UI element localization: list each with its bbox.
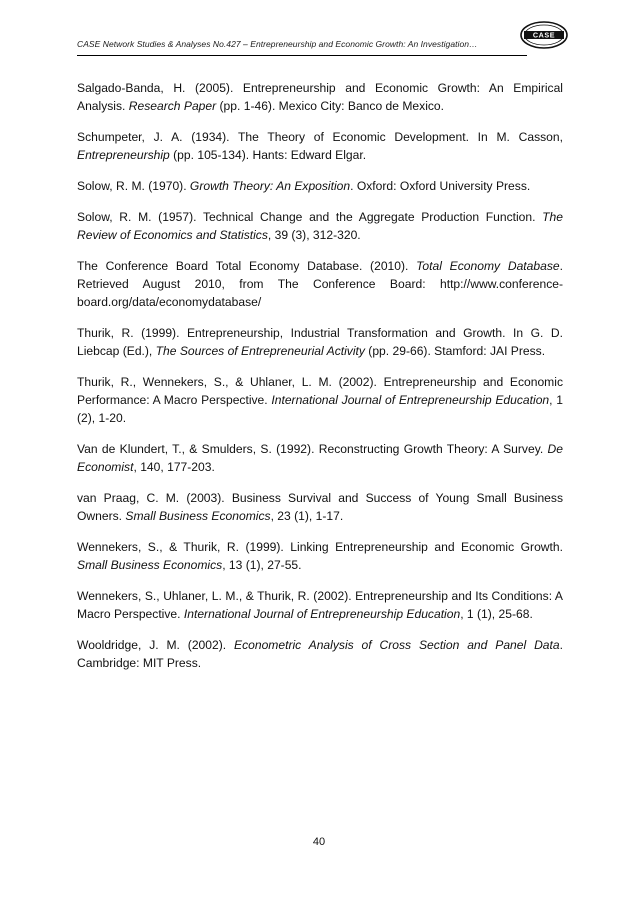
reference-entry xyxy=(77,128,563,164)
reference-text: , 140, 177-203. xyxy=(133,460,215,474)
reference-entry xyxy=(77,208,563,244)
reference-text: (pp. 29-66). Stamford: JAI Press. xyxy=(364,344,546,358)
reference-text: Solow, R. M. (1970). xyxy=(77,179,190,193)
reference-text: , 1 (2), 1-20. xyxy=(77,393,563,425)
reference-italic-text: Econometric Analysis of Cross Section and Panel Data xyxy=(234,638,560,652)
reference-text: Wooldridge, J. M. (2002). xyxy=(77,638,234,652)
reference-text: Salgado-Banda, H. (2005). Entrepreneurship and Economic Growth: An Empirical Analysis. xyxy=(77,81,563,113)
reference-italic-text: The Sources of Entrepreneurial Activity xyxy=(155,344,365,358)
reference-italic-text: The Review of Economics and Statistics xyxy=(77,210,563,242)
reference-text: . Cambridge: MIT Press. xyxy=(77,638,563,670)
logo-text: CASE xyxy=(532,30,556,40)
running-header xyxy=(77,37,532,55)
reference-text: . Oxford: Oxford University Press. xyxy=(350,179,531,193)
reference-entry xyxy=(77,538,563,574)
header-rule xyxy=(77,55,527,56)
reference-text: . Retrieved August 2010, from The Conference Board: http://www.conference-board.org/data/economydatabase/ xyxy=(77,259,563,309)
reference-text: Thurik, R. (1999). Entrepreneurship, Industrial Transformation and Growth. In G. D. Liebcap (Ed.), xyxy=(77,326,563,358)
reference-list xyxy=(77,79,563,685)
reference-italic-text: International Journal of Entrepreneurship Education xyxy=(271,393,550,407)
reference-text: (pp. 105-134). Hants: Edward Elgar. xyxy=(169,148,367,162)
reference-text: , 23 (1), 1-17. xyxy=(270,509,344,523)
reference-text: Thurik, R., Wennekers, S., & Uhlaner, L. M. (2002). Entrepreneurship and Economic Performance: A Macro Perspective. xyxy=(77,375,563,407)
reference-entry xyxy=(77,257,563,311)
reference-text: Solow, R. M. (1957). Technical Change and the Aggregate Production Function. xyxy=(77,210,543,224)
reference-italic-text: De Economist xyxy=(77,442,563,474)
reference-text: , 13 (1), 27-55. xyxy=(222,558,302,572)
reference-text: Schumpeter, J. A. (1934). The Theory of Economic Development. In M. Casson, xyxy=(77,130,563,144)
reference-entry xyxy=(77,79,563,115)
reference-entry xyxy=(77,489,563,525)
reference-text: (pp. 1-46). Mexico City: Banco de Mexico. xyxy=(216,99,445,113)
reference-italic-text: International Journal of Entrepreneurship Education xyxy=(183,607,461,621)
reference-text: Van de Klundert, T., & Smulders, S. (1992). Reconstructing Growth Theory: A Survey. xyxy=(77,442,548,456)
reference-entry xyxy=(77,373,563,427)
reference-italic-text: Growth Theory: An Exposition xyxy=(189,179,351,193)
reference-italic-text: Total Economy Database xyxy=(416,259,560,273)
reference-entry xyxy=(77,636,563,672)
reference-text: van Praag, C. M. (2003). Business Survival and Success of Young Small Business Owners. xyxy=(77,491,563,523)
reference-text: Wennekers, S., & Thurik, R. (1999). Linking Entrepreneurship and Economic Growth. xyxy=(77,540,563,554)
page-number: 40 xyxy=(312,836,326,848)
reference-italic-text: Small Business Economics xyxy=(125,509,271,523)
reference-text: , 39 (3), 312-320. xyxy=(267,228,361,242)
reference-text: The Conference Board Total Economy Database. (2010). xyxy=(77,259,417,273)
reference-text: Wennekers, S., Uhlaner, L. M., & Thurik, R. (2002). Entrepreneurship and Its Conditions: A Macro Perspective. xyxy=(77,589,563,621)
reference-text: , 1 (1), 25-68. xyxy=(460,607,533,621)
header-title: CASE Network Studies & Analyses No.427 – Entrepreneurship and Economic Growth: An Investigation… xyxy=(77,39,478,49)
reference-italic-text: Entrepreneurship xyxy=(77,148,170,162)
case-logo xyxy=(519,20,569,50)
reference-italic-text: Research Paper xyxy=(128,99,217,113)
reference-entry xyxy=(77,324,563,360)
reference-entry xyxy=(77,440,563,476)
reference-italic-text: Small Business Economics xyxy=(77,558,223,572)
reference-entry xyxy=(77,177,563,195)
reference-entry xyxy=(77,587,563,623)
